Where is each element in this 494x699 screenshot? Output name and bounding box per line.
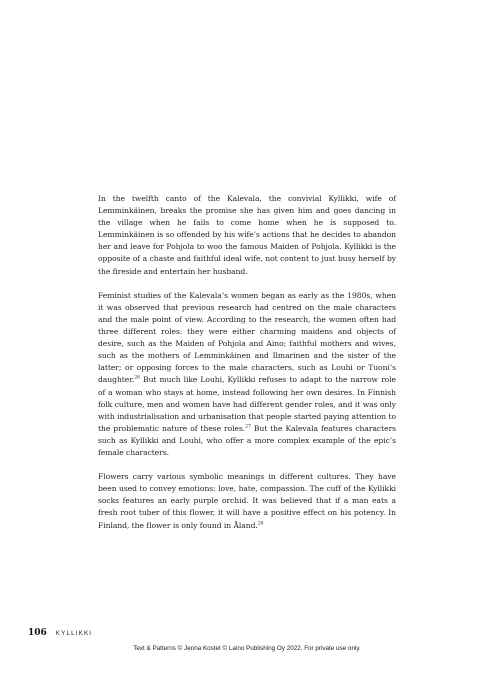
footnote-ref-27: 27 [245, 424, 251, 430]
paragraph-text: Flowers carry various symbolic meanings in different cultures. They have been used to convey emotions: love, hate, compassion. The cuff of the Kyllikki socks features an early purple orchid. It was believed that if a man eats a fresh root tuber of this flower, it will have a positive effect on his potency. In Finland, the flower is only found in Åland. [98, 472, 396, 530]
paragraph-flowers [98, 471, 396, 531]
page-folio [28, 628, 92, 638]
running-head: KYLLIKKI [55, 630, 93, 637]
page-number: 106 [28, 628, 47, 638]
paragraph-text: Feminist studies of the Kalevala’s women began as early as the 1980s, when it was observed that previous research had centred on the male characters and the male point of view. According to the research, the women often had three different roles: they were either charming maidens and objects of desire, such as the Maiden of Pohjola and Aino; faithful mothers and wives, such as the mothers of Lemminkäinen and Ilmarinen and the sister of the latter; or opposing forces to the male characters, such as Louhi or Tuoni’s daughter. [98, 290, 396, 385]
paragraph-feminist-studies [98, 290, 396, 459]
paragraph-text-end: But the Kalevala features characters such as Kyllikki and Louhi, who offer a more complex example of the epic’s female characters. [98, 423, 396, 457]
paragraph-text: In the twelfth canto of the Kalevala, the convivial Kyllikki, wife of Lemminkäinen, breaks the promise she has given him and goes dancing in the village when he fails to come home when he is supposed to. Lemminkäinen is so offended by his wife’s actions that he decides to abandon her and leave for Pohjola to woo the famous Maiden of Pohjola. Kyllikki is the opposite of a chaste and faithful ideal wife, not content to just busy herself by the fireside and entertain her husband. [98, 194, 396, 276]
footnote-ref-28: 28 [257, 521, 264, 526]
body-text [98, 193, 396, 544]
copyright-notice: Text & Patterns © Jenna Kostet © Laino Publishing Oy 2022. For private use only. [133, 645, 361, 652]
paragraph-text-cont: But much like Louhi, Kyllikki refuses to adapt to the narrow role of a woman who stays at home, instead following her own desires. In Finnish folk culture, men and women have had different gender roles, and it was only with industrialisation and urbanisation that people started paying attention to the problematic nature of these roles. [98, 375, 396, 433]
paragraph-kyllikki-intro [98, 193, 396, 278]
footnote-ref-26: 26 [134, 375, 140, 381]
